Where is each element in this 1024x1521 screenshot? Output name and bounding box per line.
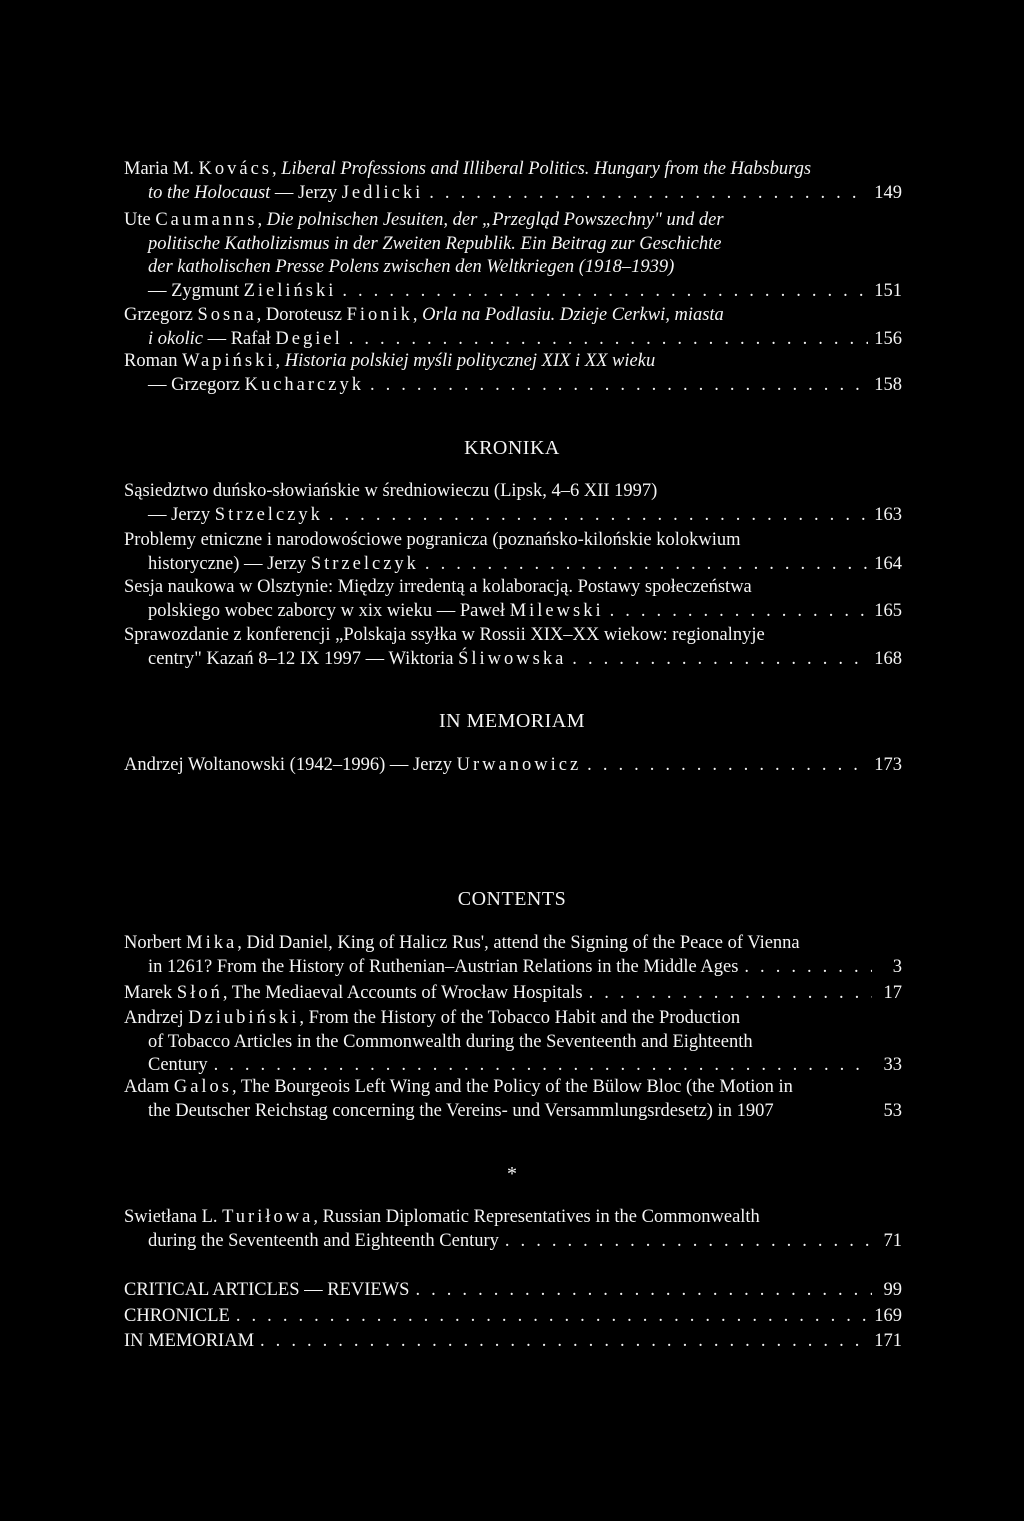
entry-text: Sąsiedztwo duńsko-słowiańskie w średniowieczu (Lipsk, 4–6 XII 1997): [124, 481, 658, 501]
author-last: Strzelczyk: [214, 504, 323, 525]
author-last: Dziubiński: [188, 1008, 300, 1028]
review-entry: Maria M. Kovács , Liberal Professions and Illiberal Politics. Hungary from the Habsburgs to the Holocaust — Jerzy Jedlicki . . . 149: [124, 158, 902, 205]
author2-first: Doroteusz: [265, 305, 342, 325]
entry-text: Sprawozdanie z konferencji „Polskaja ssyłka w Rossii XIX–XX wiekow: regionalnyje: [124, 625, 765, 645]
entry-text: the Deutscher Reichstag concerning the Vereins- und Versammlungsrdesetz) in 1907: [148, 1100, 774, 1121]
review-title-cont: to the Holocaust: [148, 182, 271, 203]
contents-entry: [124, 1007, 902, 1078]
review-entry: Roman Wapiński , Historia polskiej myśli politycznej XIX i XX wieku — Grzegorz Kucharczyk . . . 158: [124, 350, 902, 397]
leader-dots: [370, 374, 868, 398]
entry-text: — Jerzy: [148, 504, 211, 525]
author-first: Maria M.: [124, 159, 194, 179]
section-label: CRITICAL ARTICLES — REVIEWS: [124, 1280, 410, 1300]
chronicle-entry: [124, 624, 902, 671]
section-heading-kronika: KRONIKA: [464, 437, 560, 459]
review-title-cont: i okolic: [148, 328, 203, 349]
entry-text: polskiego wobec zaborcy w xix wieku — Paweł: [148, 600, 506, 621]
reviewer-first: Rafał: [230, 328, 271, 349]
reviewer-last: Jedlicki: [341, 182, 424, 203]
author-first: Norbert: [124, 933, 182, 953]
review-title: Die polnischen Jesuiten, der „Przegląd Powszechny" und der: [266, 210, 724, 230]
leader-dots: [329, 504, 868, 528]
contents-entry: [124, 1076, 902, 1123]
author-first: Adam: [124, 1077, 170, 1097]
review-title: Liberal Professions and Illiberal Politics. Hungary from the Habsburgs: [281, 159, 812, 179]
author-last: Galos: [173, 1077, 233, 1097]
review-title-cont: politische Katholizismus in der Zweiten Republik. Ein Beitrag zur Geschichte: [148, 233, 722, 254]
entry-text: , The Mediaeval Accounts of Wrocław Hospitals: [222, 983, 583, 1003]
author-first: Andrzej: [124, 1008, 184, 1028]
page-number: 158: [874, 374, 902, 395]
author-last: Słoń: [176, 983, 223, 1003]
reviewer-last: Zieliński: [243, 280, 337, 301]
entry-text: , From the History of the Tobacco Habit and the Production: [299, 1008, 741, 1028]
leader-dots: [342, 280, 868, 304]
page-number: 33: [883, 1055, 902, 1075]
page-number: 17: [883, 983, 902, 1003]
author-first: Marek: [124, 983, 173, 1003]
entry-text: of Tobacco Articles in the Commonwealth during the Seventeenth and Eighteenth: [148, 1031, 753, 1052]
leader-dots: [610, 600, 869, 624]
page-number: 169: [874, 1305, 902, 1326]
author-first: Ute: [124, 210, 151, 230]
author-last: Kovács: [198, 159, 272, 179]
entry-text: Sesja naukowa w Olsztynie: Między irredentą a kolaboracją. Postawy społeczeństwa: [124, 577, 752, 597]
author-last: Śliwowska: [458, 648, 567, 669]
review-title: Orla na Podlasiu. Dzieje Cerkwi, miasta: [422, 305, 724, 325]
entry-text: , Did Daniel, King of Halicz Rus', attend the Signing of the Peace of Vienna: [237, 933, 800, 953]
author-last: Milewski: [509, 600, 604, 621]
leader-dots: [349, 328, 869, 352]
reviewer-last: Kucharczyk: [244, 374, 364, 395]
section-heading-memoriam: IN MEMORIAM: [438, 710, 586, 732]
page-number: 173: [874, 755, 902, 775]
author-last: Urwanowicz: [456, 755, 582, 775]
page-number: 99: [883, 1280, 902, 1300]
entry-text: Andrzej Woltanowski (1942–1996) — Jerzy: [124, 755, 453, 775]
review-entry: Grzegorz Sosna , Doroteusz Fionik , Orla na Podlasiu. Dzieje Cerkwi, miasta i okolic — Rafał Degiel . . . 156: [124, 304, 902, 351]
review-title-cont: der katholischen Presse Polens zwischen den Weltkriegen (1918–1939): [148, 257, 675, 277]
page-number: 165: [874, 600, 902, 621]
leader-dots: [214, 1054, 872, 1078]
entry-text: during the Seventeenth and Eighteenth Century: [148, 1230, 499, 1251]
section-heading-contents: CONTENTS: [457, 888, 567, 910]
page-number: 53: [883, 1100, 902, 1121]
review-title: Historia polskiej myśli politycznej XIX i XX wieku: [284, 351, 656, 371]
contents-entry: [124, 1206, 902, 1253]
page-number: 163: [874, 504, 902, 525]
author-first: Grzegorz: [124, 305, 193, 325]
author-last: Wapiński: [182, 351, 276, 371]
leader-dots: [589, 982, 872, 1006]
author-last: Sosna: [197, 305, 257, 325]
author-first: Roman: [124, 351, 178, 371]
leader-dots: [415, 1279, 872, 1303]
section-index: [124, 1279, 902, 1354]
page-number: 171: [874, 1331, 902, 1351]
entry-text: Century: [148, 1055, 208, 1075]
page-number: 149: [874, 182, 902, 203]
section-label: IN MEMORIAM: [124, 1331, 255, 1351]
entry-text: historyczne) — Jerzy: [148, 553, 307, 574]
page-number: 3: [892, 956, 902, 977]
leader-dots: [744, 956, 872, 980]
author-last: Caumanns: [155, 210, 258, 230]
page-number: 168: [874, 648, 902, 669]
entry-text: , Russian Diplomatic Representatives in the Commonwealth: [313, 1207, 760, 1227]
leader-dots: [425, 553, 868, 577]
reviewer-first: Grzegorz: [171, 374, 240, 395]
page-number: 164: [874, 553, 902, 574]
reviewer-first: Zygmunt: [171, 280, 239, 301]
leader-dots: [587, 754, 868, 778]
page-number: 156: [874, 328, 902, 349]
entry-text: Problemy etniczne i narodowościowe pogranicza (poznańsko-kilońskie kolokwium: [124, 530, 741, 550]
leader-dots: [260, 1330, 868, 1354]
section-label: CHRONICLE: [124, 1305, 230, 1326]
contents-entry: [124, 982, 902, 1006]
entry-text: centry" Kazań 8–12 IX 1997 — Wiktoria: [148, 648, 454, 669]
memoriam-entry: [124, 754, 902, 778]
author-last: Turiłowa: [222, 1207, 314, 1227]
review-entry: Ute Caumanns , Die polnischen Jesuiten, der „Przegląd Powszechny" und der politische Katholizismus in der Zweiten Republik. Ein Beitrag zur Geschichte der katholischen Presse Polens zwischen den Weltkriegen (1918–1939) — Zygmunt Zieliński . . . 151: [124, 209, 902, 303]
author2-last: Fionik: [346, 305, 413, 325]
asterisk-separator: *: [507, 1163, 517, 1185]
author-last: Mika: [186, 933, 238, 953]
contents-entry: [124, 932, 902, 979]
chronicle-entry: [124, 480, 902, 527]
leader-dots: [572, 648, 868, 672]
page-number: 71: [883, 1230, 902, 1251]
chronicle-entry: [124, 529, 902, 576]
chronicle-entry: [124, 576, 902, 623]
leader-dots: [429, 182, 868, 206]
reviewer-last: Degiel: [275, 328, 343, 349]
entry-text: in 1261? From the History of Ruthenian–Austrian Relations in the Middle Ages: [148, 956, 739, 977]
entry-text: , The Bourgeois Left Wing and the Policy of the Bülow Bloc (the Motion in: [232, 1077, 793, 1097]
reviewer-first: Jerzy: [298, 182, 338, 203]
author-first: Swietłana L.: [124, 1207, 218, 1227]
leader-dots: [236, 1305, 868, 1329]
leader-dots: [505, 1230, 872, 1254]
author-last: Strzelczyk: [310, 553, 419, 574]
page-number: 151: [874, 280, 902, 301]
